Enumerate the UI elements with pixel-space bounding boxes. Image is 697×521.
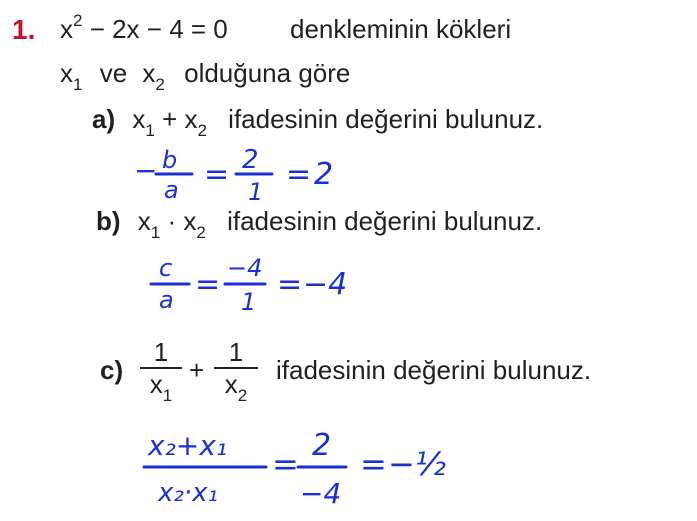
hw-b-num2: −4 [227,254,263,282]
hw-a-den1: a [164,176,179,204]
hw-a-num2: 2 [242,145,259,175]
hw-a-result: 2 [314,157,334,192]
problem-number: 1. [12,14,36,45]
root-x2: x [142,58,156,88]
hw-b-num1: c [159,254,173,282]
hw-b-eq2: = [277,267,303,302]
part-c-f2-den-x: x [224,369,238,399]
part-c-f1-numerator: 1 [153,337,169,367]
hw-a-den2: 1 [248,178,264,206]
part-a-x2: x [184,104,198,134]
root-x1-subscript: 1 [73,75,83,94]
quadratic-equation [60,11,228,44]
hw-c-den2: −4 [300,477,342,510]
handwriting-answer-c [140,425,480,515]
part-c-f2-den-sub: 2 [237,386,248,405]
part-c-fraction-2 [214,337,258,405]
hw-c-eq2: = [360,445,387,483]
part-b-x2: x [183,206,197,236]
roots-tail: olduğuna göre [184,58,351,88]
part-b-expression [137,206,213,242]
equation-rest: − 2x − 4 = 0 [82,14,228,44]
part-a-expression [132,104,214,140]
part-b-x1-sub: 1 [150,223,161,242]
part-c-f1-den-sub: 1 [162,386,173,405]
part-c-plus: + [189,355,205,385]
handwriting-answer-a [130,145,390,208]
part-c-f2-numerator: 1 [228,337,244,367]
hw-a-eq1: = [204,157,230,192]
part-c-f1-denominator [140,369,182,405]
hw-a-num1: b [162,146,178,174]
part-a-label: a) [92,104,116,134]
hw-c-den1: x₂·x₁ [158,478,218,508]
hw-b-den2: 1 [241,288,257,316]
hw-a-neg: − [134,154,158,187]
hw-b-result: −4 [303,267,348,302]
roots-line [60,58,351,94]
part-a-x1-sub: 1 [145,121,155,140]
part-c-label: c) [100,355,124,385]
part-a [92,104,544,140]
part-c-f1-den-x: x [149,369,163,399]
hw-c-num1: x₂+x₁ [148,429,228,462]
part-a-operator: + [154,104,185,134]
part-b-label: b) [96,206,121,236]
roots-and: ve [99,58,128,88]
hw-a-eq2: = [286,157,312,192]
hw-c-eq1: = [272,445,299,483]
root-x1: x [60,58,73,88]
part-c-fraction-1 [140,337,182,405]
problem-statement: denkleminin kökleri [290,14,512,44]
part-b [96,206,543,242]
part-c-instruction: ifadesinin değerini bulunuz. [276,355,592,385]
part-a-x2-sub: 2 [197,121,207,140]
part-b-x2-sub: 2 [196,223,206,242]
part-c-f2-denominator [214,369,258,405]
hw-b-den1: a [159,286,174,314]
part-b-instruction: ifadesinin değerini bulunuz. [227,206,543,236]
part-b-operator: · [160,206,184,236]
equation-variable: x [60,14,73,44]
part-a-x1: x [132,104,146,134]
hw-c-num2: 2 [312,428,332,463]
part-b-x1: x [137,206,151,236]
handwriting-answer-b [145,254,385,320]
hw-b-eq1: = [195,267,221,302]
equation-exponent: 2 [73,11,83,30]
part-a-instruction: ifadesinin değerini bulunuz. [228,104,544,134]
root-x2-subscript: 2 [155,75,165,94]
hw-c-result: −½ [388,445,446,483]
